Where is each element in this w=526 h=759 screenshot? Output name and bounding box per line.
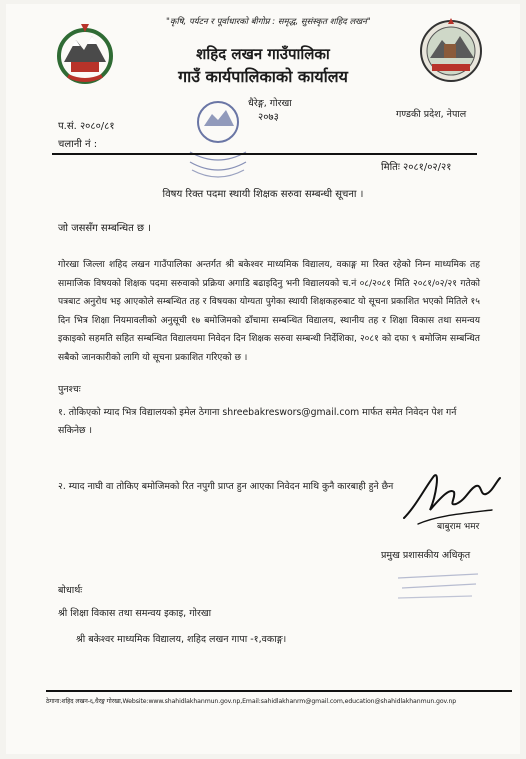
letter-subject: विषय रिक्त पदमा स्थायी शिक्षक सरुवा सम्बन्धी सूचना । [162,189,364,200]
letter-date: मितिः २०८१/०२/२१ [381,162,452,173]
cc-recipient-2: श्री बकेश्वर माध्यमिक विद्यालय, शहिद लखन गापा -१,वकाङ्ग। [76,634,287,645]
cc-heading: बोधार्थः [58,585,83,596]
postscript-point-1: १. तोकिएको म्याद भित्र विद्यालयको इमेल ठेगाना shreebakreswors@gmail.com मार्फत समेत निवेदन पेश गर्न सकिनेछ । [58,407,457,436]
postscript-point-2: २. म्याद नाघी वा तोकिए बमोजिमको रित नपुगी प्राप्त हुन आएका निवेदन माथि कुनै कारबाही हुने छैन [58,481,394,492]
signatory-post: प्रमुख प्रशासकीय अधिकृत [381,550,471,561]
outgoing-number: चलानी नं : [58,139,98,150]
province-name: गण्डकी प्रदेश, नेपाल [396,109,467,120]
signatory-name: बाबुराम भमर [437,522,480,532]
footer-divider [46,690,512,692]
letter-body: गोरखा जिल्ला शहिद लखन गाउँपालिका अन्तर्गत श्री बकेश्वर माध्यमिक विद्यालय, वकाङ्ग मा रिक्त रहेको निम्न माध्यमिक तह सामाजिक विषयको शिक्षक पदमा सरुवाको प्रक्रिया अगाडि बढाइदिनु भनी विद्यालयको च.नं ०८/२०८१ मिति २०८१/०२/२१ गतेको पत्रबाट अनुरोध भइ आएकोले सम्बन्धित तह र विषयका योग्यता पुगेका स्थायी शिक्षकहरुबाट यो सूचना प्रकाशित भएको मितिले १५ दिन भित्र शिक्षा नियमावलीको अनुसूची १७ बमोजिमको ढाँचामा सम्बन्धित विद्यालय, स्थानीय तह र शिक्षा विकास तथा समन्वय इकाइको सहमति सहित सम्बन्धित विद्यालयमा निवेदन दिन शिक्षक सरुवा सम्बन्धी निर्देशिका, २०८१ को दफा ९ बमोजिम सम्बन्धित सबैको जानकारीको लागि यो सूचना प्रकाशित गरिएको छ । [58,260,480,363]
letter-addressee: जो जससँग सम्बन्धित छ । [58,223,152,234]
established-year: २०७३ [258,112,279,123]
header-divider [52,153,477,155]
reference-number: प.सं. २०८०/८१ [58,121,115,132]
municipality-name: शहिद लखन गाउँपालिका [196,45,330,63]
motto-text: "कृषि, पर्यटन र पूर्वाधारको बीगोप्न : समृद्ध, सुसंस्कृत शहिद लखन" [166,17,371,27]
footer-contact: ठेगाना:शहिद लखन-६,धैरङ्ग गोरखा,Website:www.shahidlakhanmun.gov.np,Email:sahidlakhanrm@gmail.com,education@shahidlakhanmun.gov.np [46,698,457,705]
office-seal-icon [182,96,254,186]
cc-recipient-1: श्री शिक्षा विकास तथा समन्वय इकाइ, गोरखा [58,608,212,619]
received-stamp-icon [392,566,484,606]
office-place: धैरेङ्ग, गोरखा [248,98,292,109]
postscript-heading: पुनश्चः [58,384,81,395]
office-name: गाउँ कार्यपालिकाको कार्यालय [178,67,348,86]
